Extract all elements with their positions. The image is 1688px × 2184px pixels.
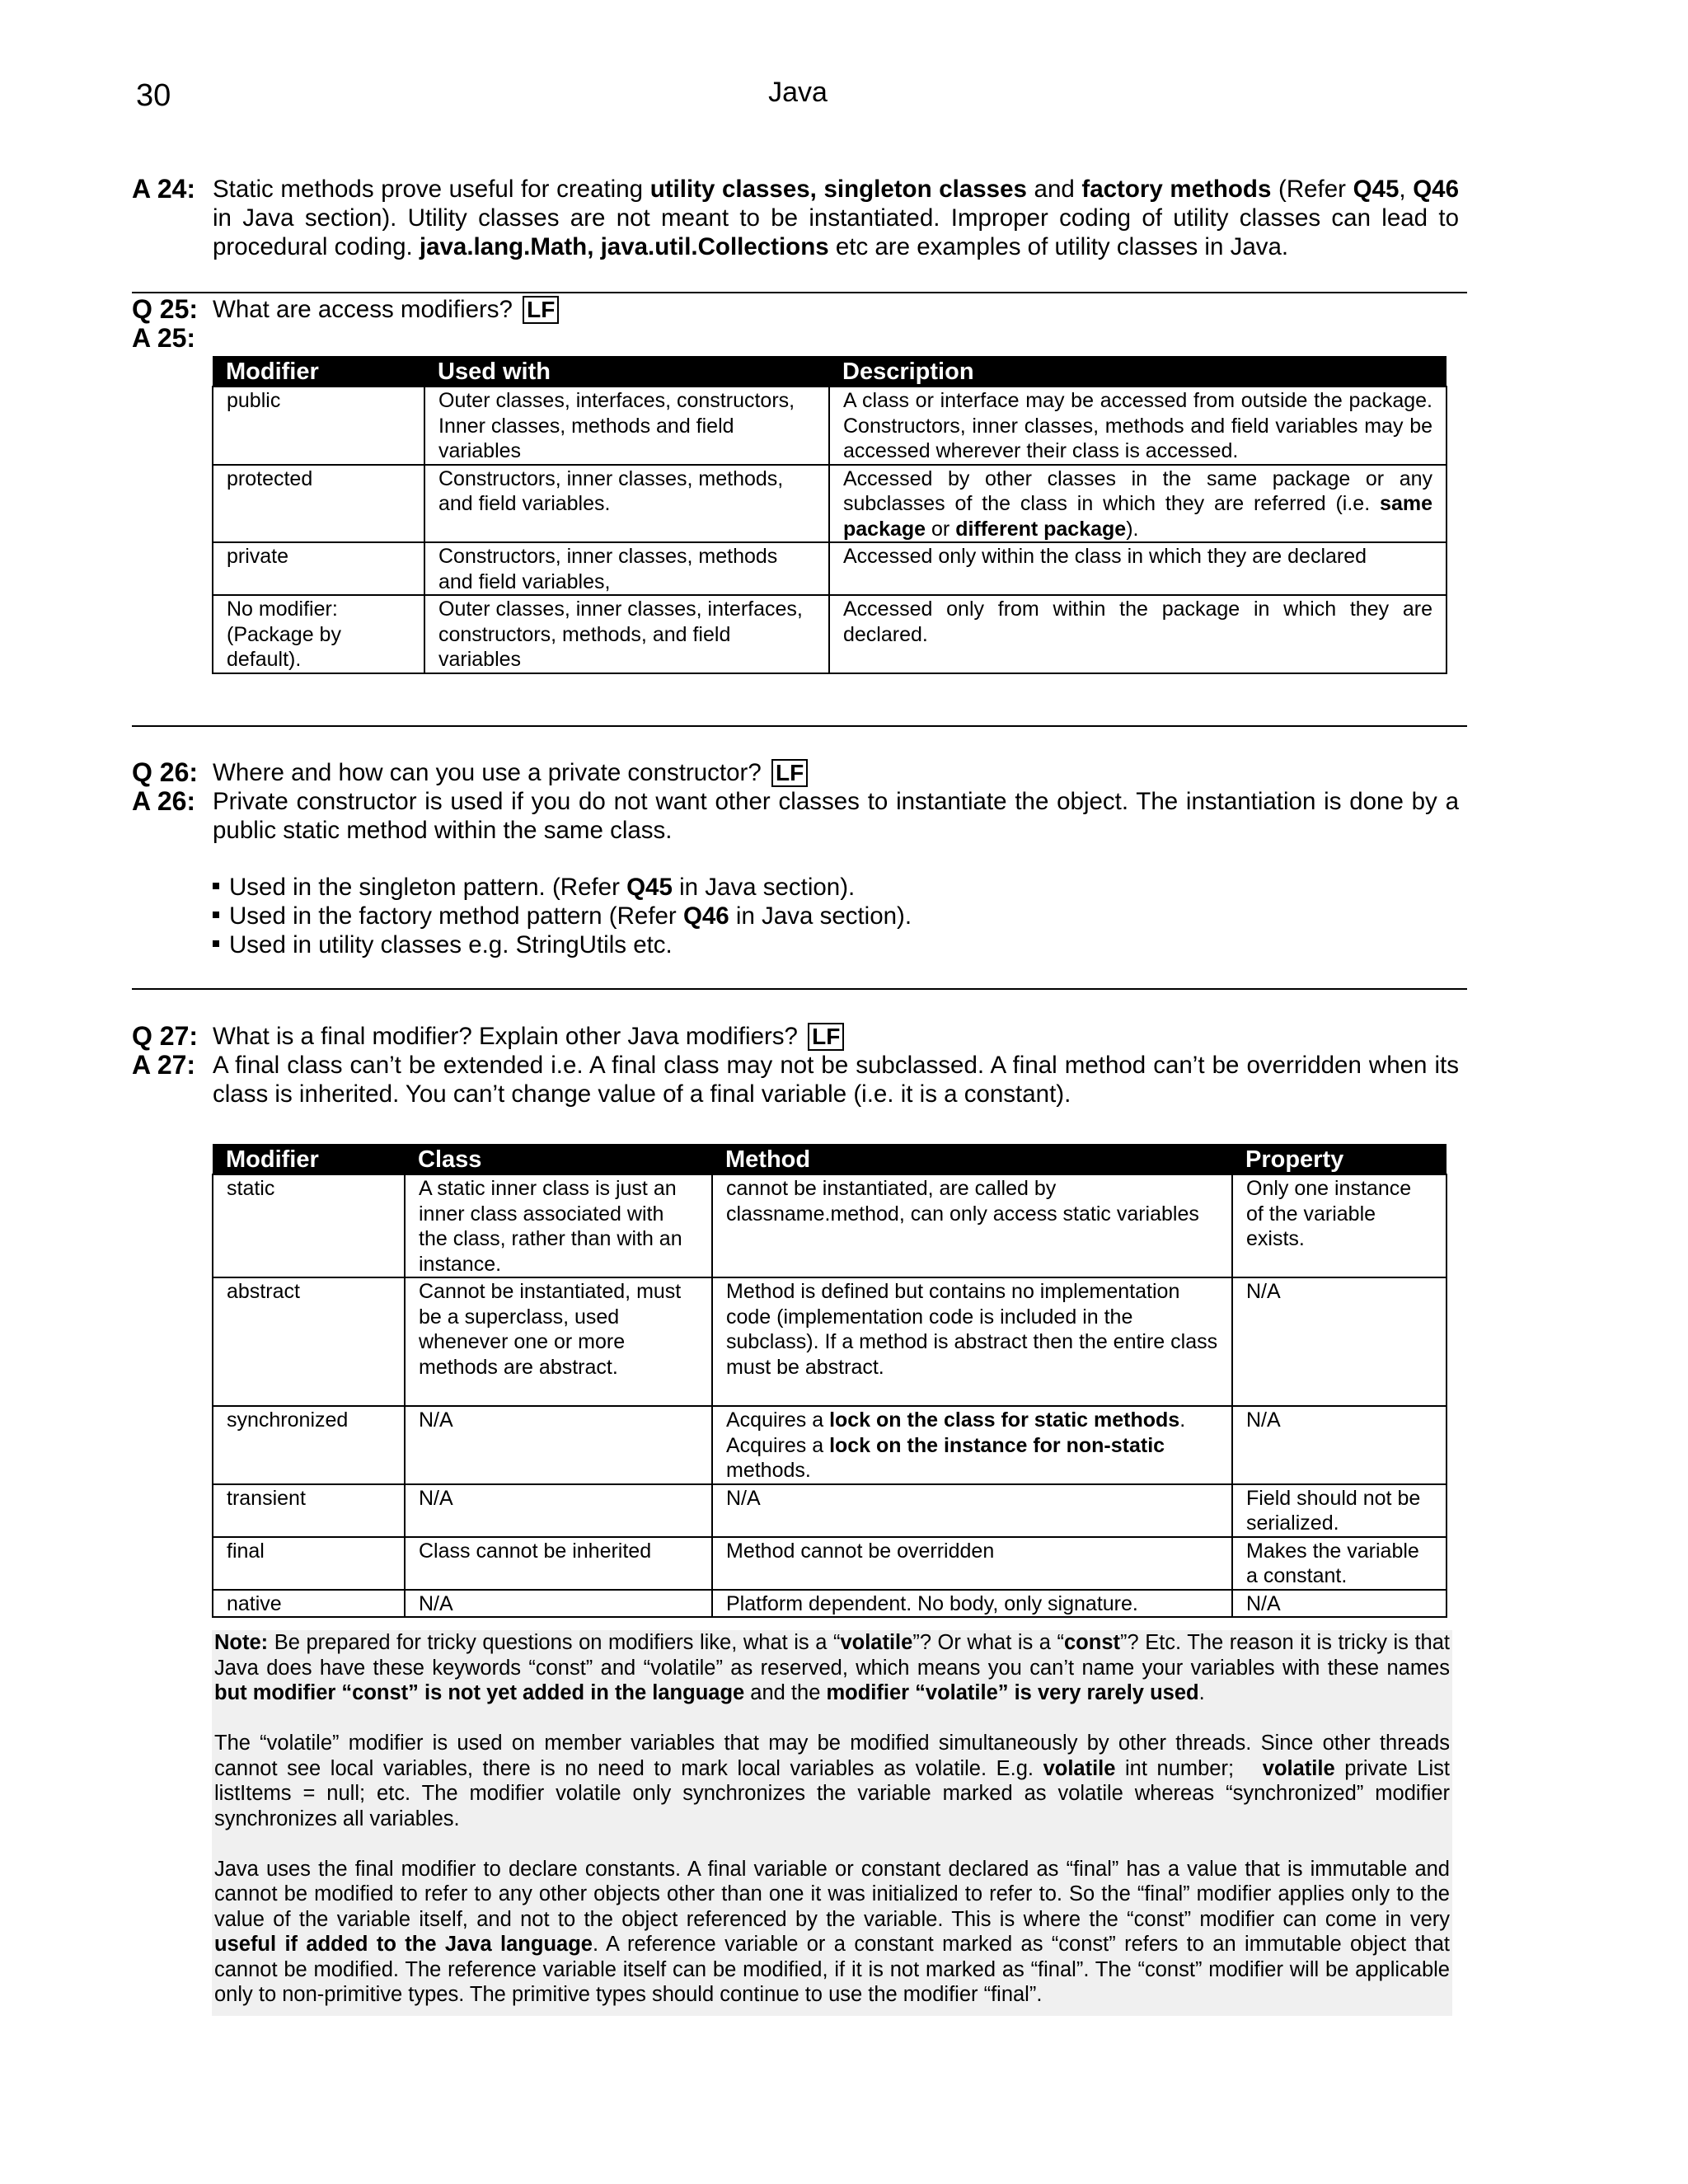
- modifier-cell: final: [213, 1537, 405, 1590]
- class-cell: N/A: [405, 1590, 712, 1618]
- answer-text: Static methods prove useful for creating utility classes, singleton classes and factory methods (Refer Q45, Q46 in Java section). Utility classes are not meant to be instantiated. Improper coding of utility classes can lead to procedural coding. java.lang.Math, java.util.Collections etc are examples of utility classes in Java.: [213, 176, 1459, 260]
- used-with-cell: Constructors, inner classes, methods and field variables,: [424, 542, 829, 595]
- question-text: Where and how can you use a private constructor? LF: [213, 758, 1459, 787]
- column-header: Used with: [424, 356, 829, 387]
- java-modifiers-table: [212, 1144, 1447, 1618]
- note-box: [212, 1630, 1452, 2016]
- answer-label: A 24:: [132, 174, 196, 204]
- property-cell: Only one instance of the variable exists.: [1232, 1174, 1447, 1277]
- answer-label: A 27:: [132, 1050, 196, 1080]
- description-cell: Accessed only within the class in which they are declared: [829, 542, 1447, 595]
- used-with-cell: Outer classes, inner classes, interfaces, constructors, methods, and field variables: [424, 595, 829, 673]
- running-header: Java: [768, 77, 828, 108]
- method-cell: Method is defined but contains no implementation code (implementation code is included in the subclass). If a method is abstract then the entire class must be abstract.: [712, 1277, 1232, 1406]
- bullet-icon: [213, 912, 219, 918]
- section-divider: [132, 725, 1467, 727]
- note-paragraph: Note: Be prepared for tricky questions on modifiers like, what is a “volatile”? Or what is a “const”? Etc. The reason it is tricky is that Java does have these keywords “const” and “volatile” as reserved, which means you can’t name your variables with these names but modifier “const” is not yet added in the language and the modifier “volatile” is very rarely used.: [214, 1631, 1450, 1704]
- section-divider: [132, 988, 1467, 990]
- table-row: [213, 1537, 1447, 1590]
- table-row: [213, 387, 1447, 465]
- modifier-cell: private: [213, 542, 424, 595]
- column-header: Description: [829, 356, 1447, 387]
- class-cell: N/A: [405, 1406, 712, 1484]
- description-cell: Accessed only from within the package in which they are declared.: [829, 595, 1447, 673]
- modifier-cell: public: [213, 387, 424, 465]
- question-25: [132, 295, 1459, 353]
- note-paragraph: The “volatile” modifier is used on member variables that may be modified simultaneously by other threads. Since other threads cannot see local variables, there is no need to mark local variables as volatile. E.g. volatile int number; volatile private List listItems = null; etc. The modifier volatile only synchronizes the variable marked as volatile whereas “synchronized” modifier synchronizes all variables.: [214, 1732, 1450, 1830]
- column-header: Modifier: [213, 356, 424, 387]
- lf-badge: LF: [808, 1023, 844, 1051]
- class-cell: Cannot be instantiated, must be a superclass, used whenever one or more methods are abstract.: [405, 1277, 712, 1406]
- modifier-cell: abstract: [213, 1277, 405, 1406]
- used-with-cell: Outer classes, interfaces, constructors, Inner classes, methods and field variables: [424, 387, 829, 465]
- method-cell: Acquires a lock on the class for static methods. Acquires a lock on the instance for non-static methods.: [712, 1406, 1232, 1484]
- question-label: Q 25:: [132, 294, 199, 324]
- bullet-icon: [213, 883, 219, 889]
- property-cell: Makes the variable a constant.: [1232, 1537, 1447, 1590]
- lf-badge: LF: [523, 296, 559, 324]
- question-label: Q 26:: [132, 757, 199, 787]
- modifier-cell: protected: [213, 465, 424, 543]
- question-27: [132, 1022, 1459, 1108]
- class-cell: Class cannot be inherited: [405, 1537, 712, 1590]
- table-row: [213, 1484, 1447, 1537]
- bullet-list: [213, 873, 1459, 959]
- lf-badge: LF: [771, 759, 808, 787]
- table-row: [213, 465, 1447, 543]
- description-cell: Accessed by other classes in the same package or any subclasses of the class in which they are referred (i.e. same package or different package).: [829, 465, 1447, 543]
- modifier-cell: No modifier: (Package by default).: [213, 595, 424, 673]
- bullet-icon: [213, 940, 219, 947]
- answer-24: [132, 175, 1459, 261]
- property-cell: Field should not be serialized.: [1232, 1484, 1447, 1537]
- column-header: Modifier: [213, 1144, 405, 1174]
- used-with-cell: Constructors, inner classes, methods, and field variables.: [424, 465, 829, 543]
- column-header: Property: [1232, 1144, 1447, 1174]
- list-item: Used in the singleton pattern. (Refer Q45 in Java section).: [213, 873, 1459, 902]
- method-cell: Platform dependent. No body, only signature.: [712, 1590, 1232, 1618]
- modifier-cell: native: [213, 1590, 405, 1618]
- answer-label: A 26:: [132, 786, 196, 816]
- answer-text: Private constructor is used if you do not want other classes to instantiate the object. The instantiation is done by a public static method within the same class.: [213, 788, 1459, 844]
- question-text: What is a final modifier? Explain other Java modifiers? LF: [213, 1022, 1459, 1051]
- answer-text: A final class can’t be extended i.e. A final class may not be subclassed. A final method can’t be overridden when its class is inherited. You can’t change value of a final variable (i.e. it is a constant).: [213, 1052, 1459, 1108]
- page-number: 30: [136, 78, 171, 113]
- question-26: [132, 758, 1459, 959]
- table-row: [213, 542, 1447, 595]
- table-row: [213, 1406, 1447, 1484]
- question-label: Q 27:: [132, 1021, 199, 1051]
- answer-label: A 25:: [132, 323, 196, 353]
- note-paragraph: Java uses the final modifier to declare constants. A final variable or constant declared as “final” has a value that is immutable and cannot be modified to refer to any other objects other than one it was initialized to refer to. So the “final” modifier applies only to the value of the variable itself, and not to the object referenced by the variable. This is where the “const” modifier can come in very useful if added to the Java language. A reference variable or a constant marked as “const” refers to an immutable object that cannot be modified. The reference variable itself can be modified, if it is not marked as “final”. The “const” modifier will be applicable only to non-primitive types. The primitive types should continue to use the modifier “final”.: [214, 1857, 1450, 2006]
- table-row: [213, 1277, 1447, 1406]
- table-header-row: [213, 356, 1447, 387]
- list-item: Used in the factory method pattern (Refer Q46 in Java section).: [213, 902, 1459, 930]
- column-header: Class: [405, 1144, 712, 1174]
- property-cell: N/A: [1232, 1590, 1447, 1618]
- list-item: Used in utility classes e.g. StringUtils etc.: [213, 930, 1459, 959]
- class-cell: A static inner class is just an inner class associated with the class, rather than with an instance.: [405, 1174, 712, 1277]
- table-row: [213, 1174, 1447, 1277]
- modifier-cell: static: [213, 1174, 405, 1277]
- property-cell: N/A: [1232, 1406, 1447, 1484]
- method-cell: Method cannot be overridden: [712, 1537, 1232, 1590]
- method-cell: cannot be instantiated, are called by classname.method, can only access static variables: [712, 1174, 1232, 1277]
- section-divider: [132, 292, 1467, 293]
- table-header-row: [213, 1144, 1447, 1174]
- table-row: [213, 1590, 1447, 1618]
- question-text: What are access modifiers? LF: [213, 295, 1459, 324]
- class-cell: N/A: [405, 1484, 712, 1537]
- modifier-cell: transient: [213, 1484, 405, 1537]
- modifier-cell: synchronized: [213, 1406, 405, 1484]
- table-row: [213, 595, 1447, 673]
- column-header: Method: [712, 1144, 1232, 1174]
- access-modifiers-table: [212, 356, 1447, 674]
- property-cell: N/A: [1232, 1277, 1447, 1406]
- description-cell: A class or interface may be accessed from outside the package. Constructors, inner classes, methods and field variables may be accessed wherever their class is accessed.: [829, 387, 1447, 465]
- method-cell: N/A: [712, 1484, 1232, 1537]
